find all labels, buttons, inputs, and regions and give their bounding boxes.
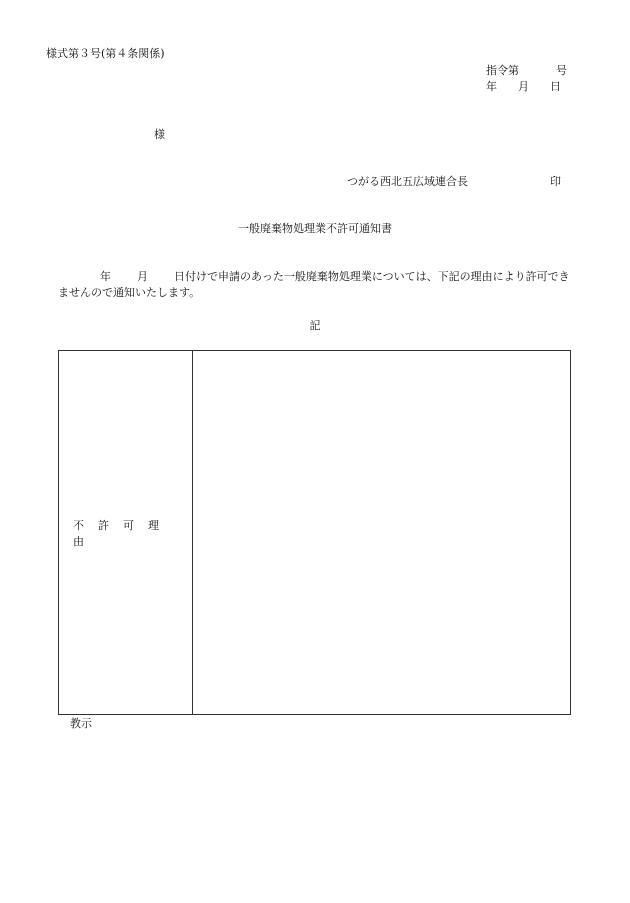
date-year-label: 年 <box>486 80 497 93</box>
directive-suffix: 号 <box>556 64 567 77</box>
seal-mark: 印 <box>550 175 561 188</box>
body-text: 日付けで申請のあった一般廃棄物処理業については、下記の理由により許可できませんので通知いたします。 <box>58 270 570 299</box>
reason-table <box>58 350 571 715</box>
date-day-label: 日 <box>550 80 561 93</box>
issuer-name: つがる西北五広域連合長 <box>347 175 468 188</box>
notice-body <box>58 269 578 301</box>
issue-date-line <box>486 80 561 94</box>
date-month-label: 月 <box>518 80 529 93</box>
addressee-honorific: 様 <box>154 128 165 141</box>
reason-content-cell <box>193 351 570 714</box>
reason-label-cell <box>59 351 193 714</box>
directive-number-line <box>486 64 567 78</box>
body-month-label: 月 <box>137 270 148 283</box>
instruction-label: 教示 <box>70 717 92 730</box>
ki-heading: 記 <box>309 319 321 332</box>
body-year-label: 年 <box>100 270 111 283</box>
reason-label: 不許可理由 <box>73 518 173 548</box>
form-number: 様式第３号(第４条関係) <box>46 47 165 60</box>
document-title: 一般廃棄物処理業不許可通知書 <box>238 222 392 235</box>
directive-prefix: 指令第 <box>486 64 519 77</box>
